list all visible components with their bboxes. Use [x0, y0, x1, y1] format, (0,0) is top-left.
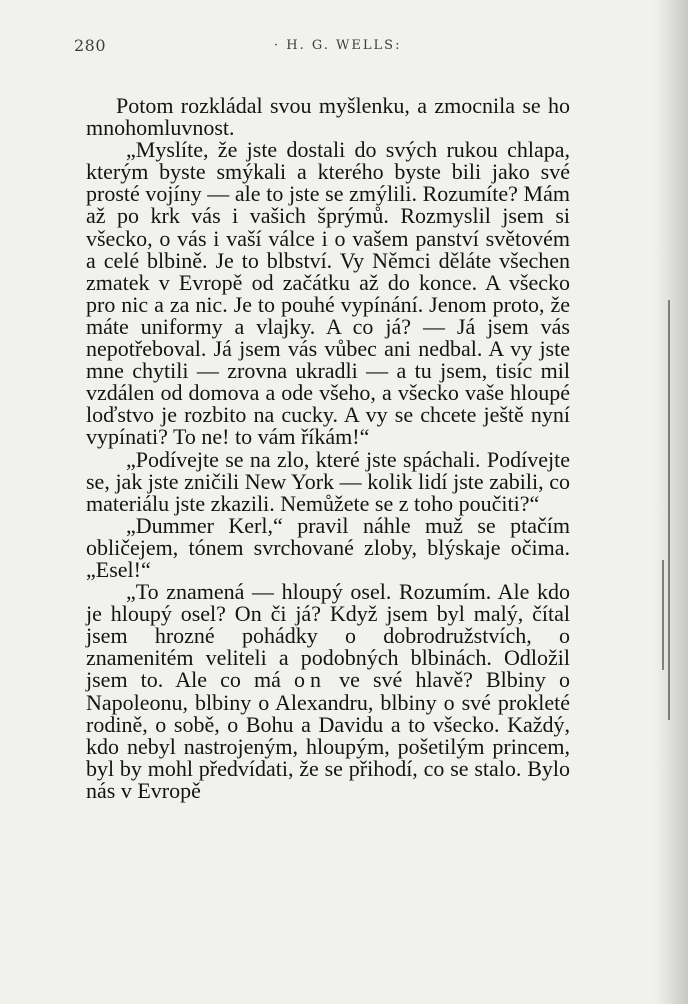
page-number: 280 — [74, 36, 107, 55]
edge-shadow-line — [668, 300, 670, 720]
paragraph: „Dummer Kerl,“ pravil náhle muž se ptačím obličejem, tónem svrchované zloby, blýskaje očima. „Esel!“ — [86, 512, 570, 582]
paragraph — [86, 581, 570, 802]
running-head: · H. G. WELLS: — [274, 38, 402, 53]
body-text — [86, 95, 570, 802]
paragraph: „Myslíte, že jste dostali do svých rukou chlapa, kterým byste smýkali a kterého byste bili jako své prosté vojíny — ale to jste se zmýlili. Rozumíte? Mám až po krk vás i vašich šprýmů. Rozmyslil jsem si všecko, o vás i vaší válce i o vašem panství světovém a celé blbině. Je to blbství. Vy Němci děláte všechen zmatek v Evropě od začátku až do konce. A všecko pro nic a za nic. Je to pouhé vypínání. Jenom proto, že máte uniformy a vlajky. A co já? — Já jsem vás nepotřeboval. Já jsem vás vůbec ani nedbal. A vy jste mne chytili — zrovna ukradli — a tu jsem, tisíc mil vzdálen od domova a ode všeho, a všecko vaše hloupé loďstvo je rozbito na cucky. A vy se chcete ještě nyní vypínati? To ne! to vám říkám!“ — [86, 137, 570, 450]
paragraph: „Podívejte se na zlo, které jste spáchali. Podívejte se, jak jste zničili New York — kolik lidí jste zabili, co materiálu jste zkazili. Nemůžete se z toho poučiti?“ — [86, 446, 570, 516]
paragraph: Potom rozkládal svou myšlenku, a zmocnila se ho mnohomluvnost. — [86, 93, 570, 141]
page-binding-edge — [654, 0, 688, 1004]
paragraph-text: ve své hlavě? Blbiny o Napoleonu, blbiny o Alexandru, blbiny o své prokleté rodině, o sobě, o Bohu a Davidu a to všecko. Každý, kdo nebyl nastrojeným, hloupým, pošetilým princem, byl by mohl předvídati, že se přihodí, co se stalo. Bylo nás v Evropě — [86, 667, 570, 803]
paragraph-text: „To znamená — hloupý osel. Rozumím. Ale kdo je hloupý osel? On či já? Když jsem byl malý, čítal jsem hrozné pohádky o dobrodružstvích, o znamenitém veliteli a podobných blbinách. Odložil jsem to. Ale co má — [86, 579, 570, 693]
edge-shadow-line — [662, 560, 664, 670]
emphasized-word: on — [293, 667, 326, 693]
page-header — [74, 36, 594, 66]
